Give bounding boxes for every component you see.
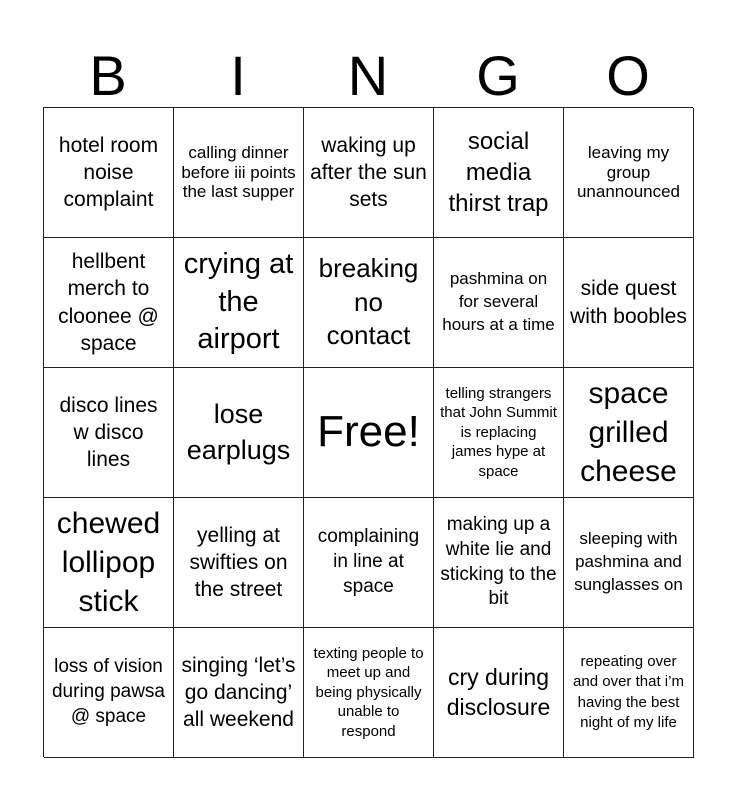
cell-text: loss of vision during pawsa @ space [51,656,166,727]
header-letter-i: I [230,44,246,107]
bingo-header [43,44,693,108]
cell-text: yelling at swifties on the street [189,523,288,602]
cell-text: leaving my group unannounced [576,143,681,202]
bingo-cell[interactable] [174,498,304,628]
cell-text: disco lines w disco lines [59,393,158,472]
cell-text: telling strangers that John Summit is replacing james hype at space [440,384,557,480]
bingo-card-grid [43,107,693,757]
cell-text: side quest with boobles [570,277,687,328]
cell-text: hellbent merch to cloonee @ space [58,249,159,355]
cell-text: complaining in line at space [317,526,420,597]
cell-text: cry during disclosure [446,663,551,720]
cell-text: making up a white lie and sticking to the bit [440,514,557,610]
cell-text: social media thirst trap [448,127,549,218]
bingo-cell-free[interactable] [304,368,434,498]
bingo-cell[interactable] [304,628,434,758]
bingo-cell[interactable] [44,238,174,368]
cell-text: calling dinner before iii points the last supper [181,143,296,202]
bingo-cell[interactable] [434,498,564,628]
bingo-cell[interactable] [564,368,694,498]
cell-text: space grilled cheese [580,377,677,488]
cell-text: repeating over and over that i’m having the best night of my life [573,653,684,731]
bingo-cell[interactable] [564,108,694,238]
cell-text: hotel room noise complaint [58,133,159,212]
bingo-cell[interactable] [44,628,174,758]
cell-text: breaking no contact [318,252,419,351]
bingo-cell[interactable] [304,108,434,238]
bingo-cell[interactable] [44,498,174,628]
bingo-cell[interactable] [564,498,694,628]
bingo-cell[interactable] [44,108,174,238]
bingo-cell[interactable] [44,368,174,498]
cell-text: sleeping with pashmina and sunglasses on [574,529,683,594]
bingo-cell[interactable] [434,108,564,238]
bingo-cell[interactable] [304,238,434,368]
header-letter-b: B [89,44,127,107]
bingo-cell[interactable] [434,628,564,758]
bingo-cell[interactable] [564,628,694,758]
bingo-cell[interactable] [174,238,304,368]
cell-text: crying at the airport [183,247,294,356]
bingo-cell[interactable] [174,368,304,498]
bingo-cell[interactable] [434,368,564,498]
bingo-cell[interactable] [174,108,304,238]
bingo-cell[interactable] [434,238,564,368]
cell-text: pashmina on for several hours at a time [442,269,555,334]
bingo-cell[interactable] [564,238,694,368]
cell-text: texting people to meet up and being physically unable to respond [313,644,424,740]
header-letter-o: O [606,44,650,107]
free-space-label: Free! [317,407,420,457]
cell-text: waking up after the sun sets [310,133,427,212]
bingo-cell[interactable] [304,498,434,628]
header-letter-g: G [476,44,520,107]
bingo-cell[interactable] [174,628,304,758]
cell-text: chewed lollipop stick [56,507,161,618]
cell-text: lose earplugs [186,399,291,465]
cell-text: singing ‘let’s go dancing’ all weekend [181,653,296,732]
header-letter-n: N [347,44,389,107]
